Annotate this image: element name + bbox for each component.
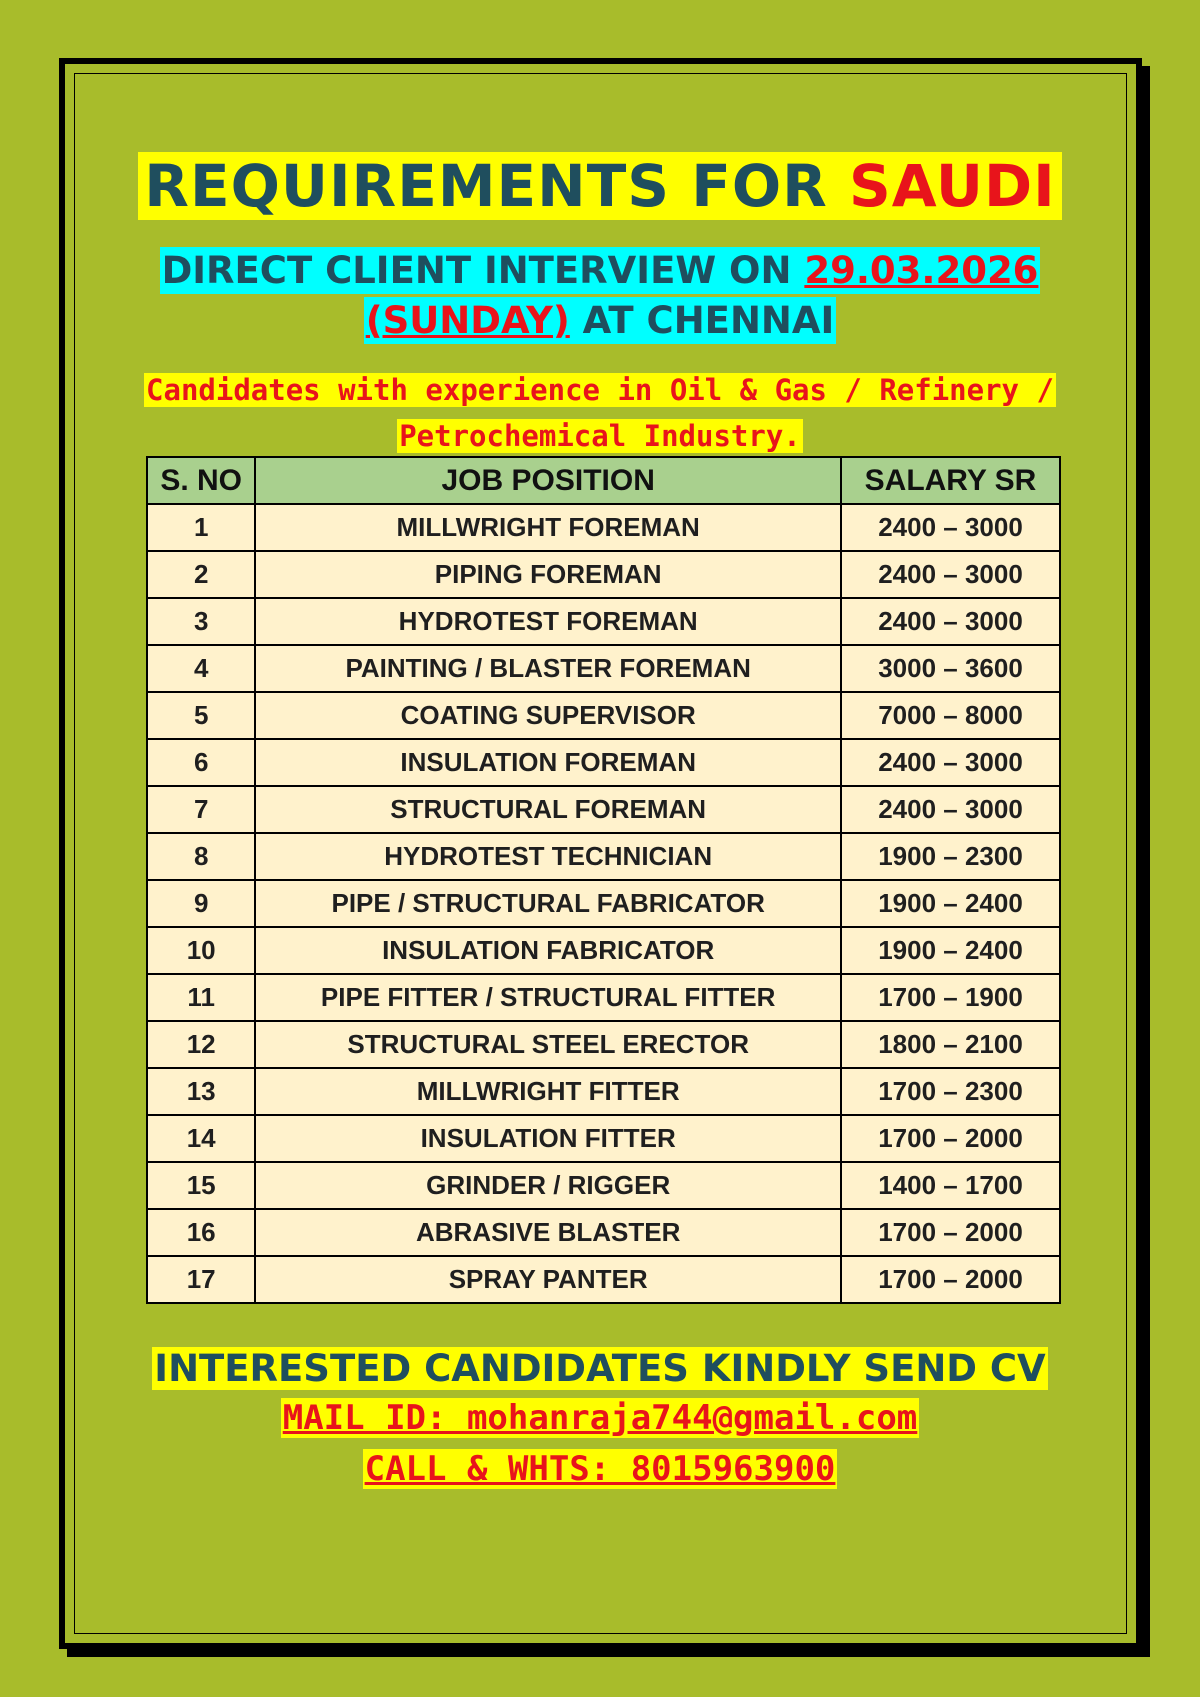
table-row	[147, 1256, 1060, 1303]
cell-sno: 9	[147, 880, 255, 927]
header-sno: S. NO	[147, 457, 255, 504]
title-prefix: REQUIREMENTS FOR	[144, 152, 850, 220]
cell-salary: 1700 – 1900	[841, 974, 1060, 1021]
cell-sno: 6	[147, 739, 255, 786]
table-row	[147, 1021, 1060, 1068]
interview-location: AT CHENNAI	[569, 299, 835, 342]
phone-number[interactable]: CALL & WHTS: 8015963900	[364, 1449, 836, 1489]
cell-sno: 12	[147, 1021, 255, 1068]
title-country: SAUDI	[849, 152, 1056, 220]
page-title	[0, 148, 1200, 224]
table-row	[147, 1068, 1060, 1115]
cell-sno: 16	[147, 1209, 255, 1256]
table-row	[147, 504, 1060, 551]
cell-sno: 17	[147, 1256, 255, 1303]
cell-sno: 10	[147, 927, 255, 974]
cell-salary: 2400 – 3000	[841, 598, 1060, 645]
cell-sno: 8	[147, 833, 255, 880]
cell-salary: 7000 – 8000	[841, 692, 1060, 739]
cell-salary: 1800 – 2100	[841, 1021, 1060, 1068]
subtitle-line1	[160, 247, 1041, 294]
cell-job-position: STRUCTURAL STEEL ERECTOR	[255, 1021, 841, 1068]
cell-job-position: ABRASIVE BLASTER	[255, 1209, 841, 1256]
cell-job-position: INSULATION FOREMAN	[255, 739, 841, 786]
table-row	[147, 927, 1060, 974]
cell-salary: 3000 – 3600	[841, 645, 1060, 692]
experience-line-1: Candidates with experience in Oil & Gas / Refinery /	[146, 373, 1054, 407]
cell-salary: 1700 – 2000	[841, 1115, 1060, 1162]
cell-sno: 2	[147, 551, 255, 598]
header-job-position: JOB POSITION	[255, 457, 841, 504]
mail-id[interactable]: MAIL ID: mohanraja744@gmail.com	[282, 1398, 918, 1438]
experience-line-2: Petrochemical Industry.	[399, 419, 801, 453]
cell-sno: 3	[147, 598, 255, 645]
table-row	[147, 880, 1060, 927]
cell-job-position: GRINDER / RIGGER	[255, 1162, 841, 1209]
table-row	[147, 833, 1060, 880]
cell-salary: 1900 – 2400	[841, 927, 1060, 974]
cell-job-position: PIPE FITTER / STRUCTURAL FITTER	[255, 974, 841, 1021]
cell-salary: 1700 – 2000	[841, 1256, 1060, 1303]
interview-subtitle	[0, 246, 1200, 346]
experience-note	[0, 367, 1200, 459]
cell-job-position: MILLWRIGHT FOREMAN	[255, 504, 841, 551]
table-row	[147, 692, 1060, 739]
table-row	[147, 1162, 1060, 1209]
subtitle-prefix: DIRECT CLIENT INTERVIEW ON	[161, 249, 805, 292]
cell-job-position: PIPING FOREMAN	[255, 551, 841, 598]
jobs-table	[146, 456, 1061, 1304]
table-row	[147, 1115, 1060, 1162]
cell-salary: 1900 – 2300	[841, 833, 1060, 880]
cell-sno: 4	[147, 645, 255, 692]
cell-sno: 7	[147, 786, 255, 833]
cell-job-position: STRUCTURAL FOREMAN	[255, 786, 841, 833]
subtitle-line2	[364, 297, 837, 344]
footer-cta	[0, 1343, 1200, 1395]
footer-cta-text: INTERESTED CANDIDATES KINDLY SEND CV	[154, 1347, 1046, 1390]
cell-job-position: PAINTING / BLASTER FOREMAN	[255, 645, 841, 692]
cell-salary: 2400 – 3000	[841, 786, 1060, 833]
title-highlight	[138, 152, 1061, 220]
cell-sno: 1	[147, 504, 255, 551]
cell-salary: 2400 – 3000	[841, 739, 1060, 786]
footer-call	[0, 1444, 1200, 1494]
cell-sno: 11	[147, 974, 255, 1021]
cell-job-position: SPRAY PANTER	[255, 1256, 841, 1303]
cell-job-position: COATING SUPERVISOR	[255, 692, 841, 739]
table-header-row	[147, 457, 1060, 504]
cell-job-position: INSULATION FITTER	[255, 1115, 841, 1162]
table-row	[147, 974, 1060, 1021]
cell-sno: 14	[147, 1115, 255, 1162]
table-row	[147, 786, 1060, 833]
cell-job-position: HYDROTEST FOREMAN	[255, 598, 841, 645]
cell-job-position: PIPE / STRUCTURAL FABRICATOR	[255, 880, 841, 927]
cell-job-position: MILLWRIGHT FITTER	[255, 1068, 841, 1115]
cell-salary: 1900 – 2400	[841, 880, 1060, 927]
table-row	[147, 645, 1060, 692]
interview-date: 29.03.2026	[804, 249, 1039, 292]
cell-salary: 1700 – 2300	[841, 1068, 1060, 1115]
cell-salary: 2400 – 3000	[841, 504, 1060, 551]
table-row	[147, 739, 1060, 786]
footer-mail	[0, 1393, 1200, 1443]
table-row	[147, 598, 1060, 645]
cell-sno: 13	[147, 1068, 255, 1115]
cell-sno: 15	[147, 1162, 255, 1209]
cell-salary: 2400 – 3000	[841, 551, 1060, 598]
cell-job-position: HYDROTEST TECHNICIAN	[255, 833, 841, 880]
cell-salary: 1400 – 1700	[841, 1162, 1060, 1209]
table-row	[147, 1209, 1060, 1256]
table-row	[147, 551, 1060, 598]
header-salary: SALARY SR	[841, 457, 1060, 504]
interview-day: (SUNDAY)	[365, 299, 570, 342]
cell-job-position: INSULATION FABRICATOR	[255, 927, 841, 974]
cell-salary: 1700 – 2000	[841, 1209, 1060, 1256]
cell-sno: 5	[147, 692, 255, 739]
